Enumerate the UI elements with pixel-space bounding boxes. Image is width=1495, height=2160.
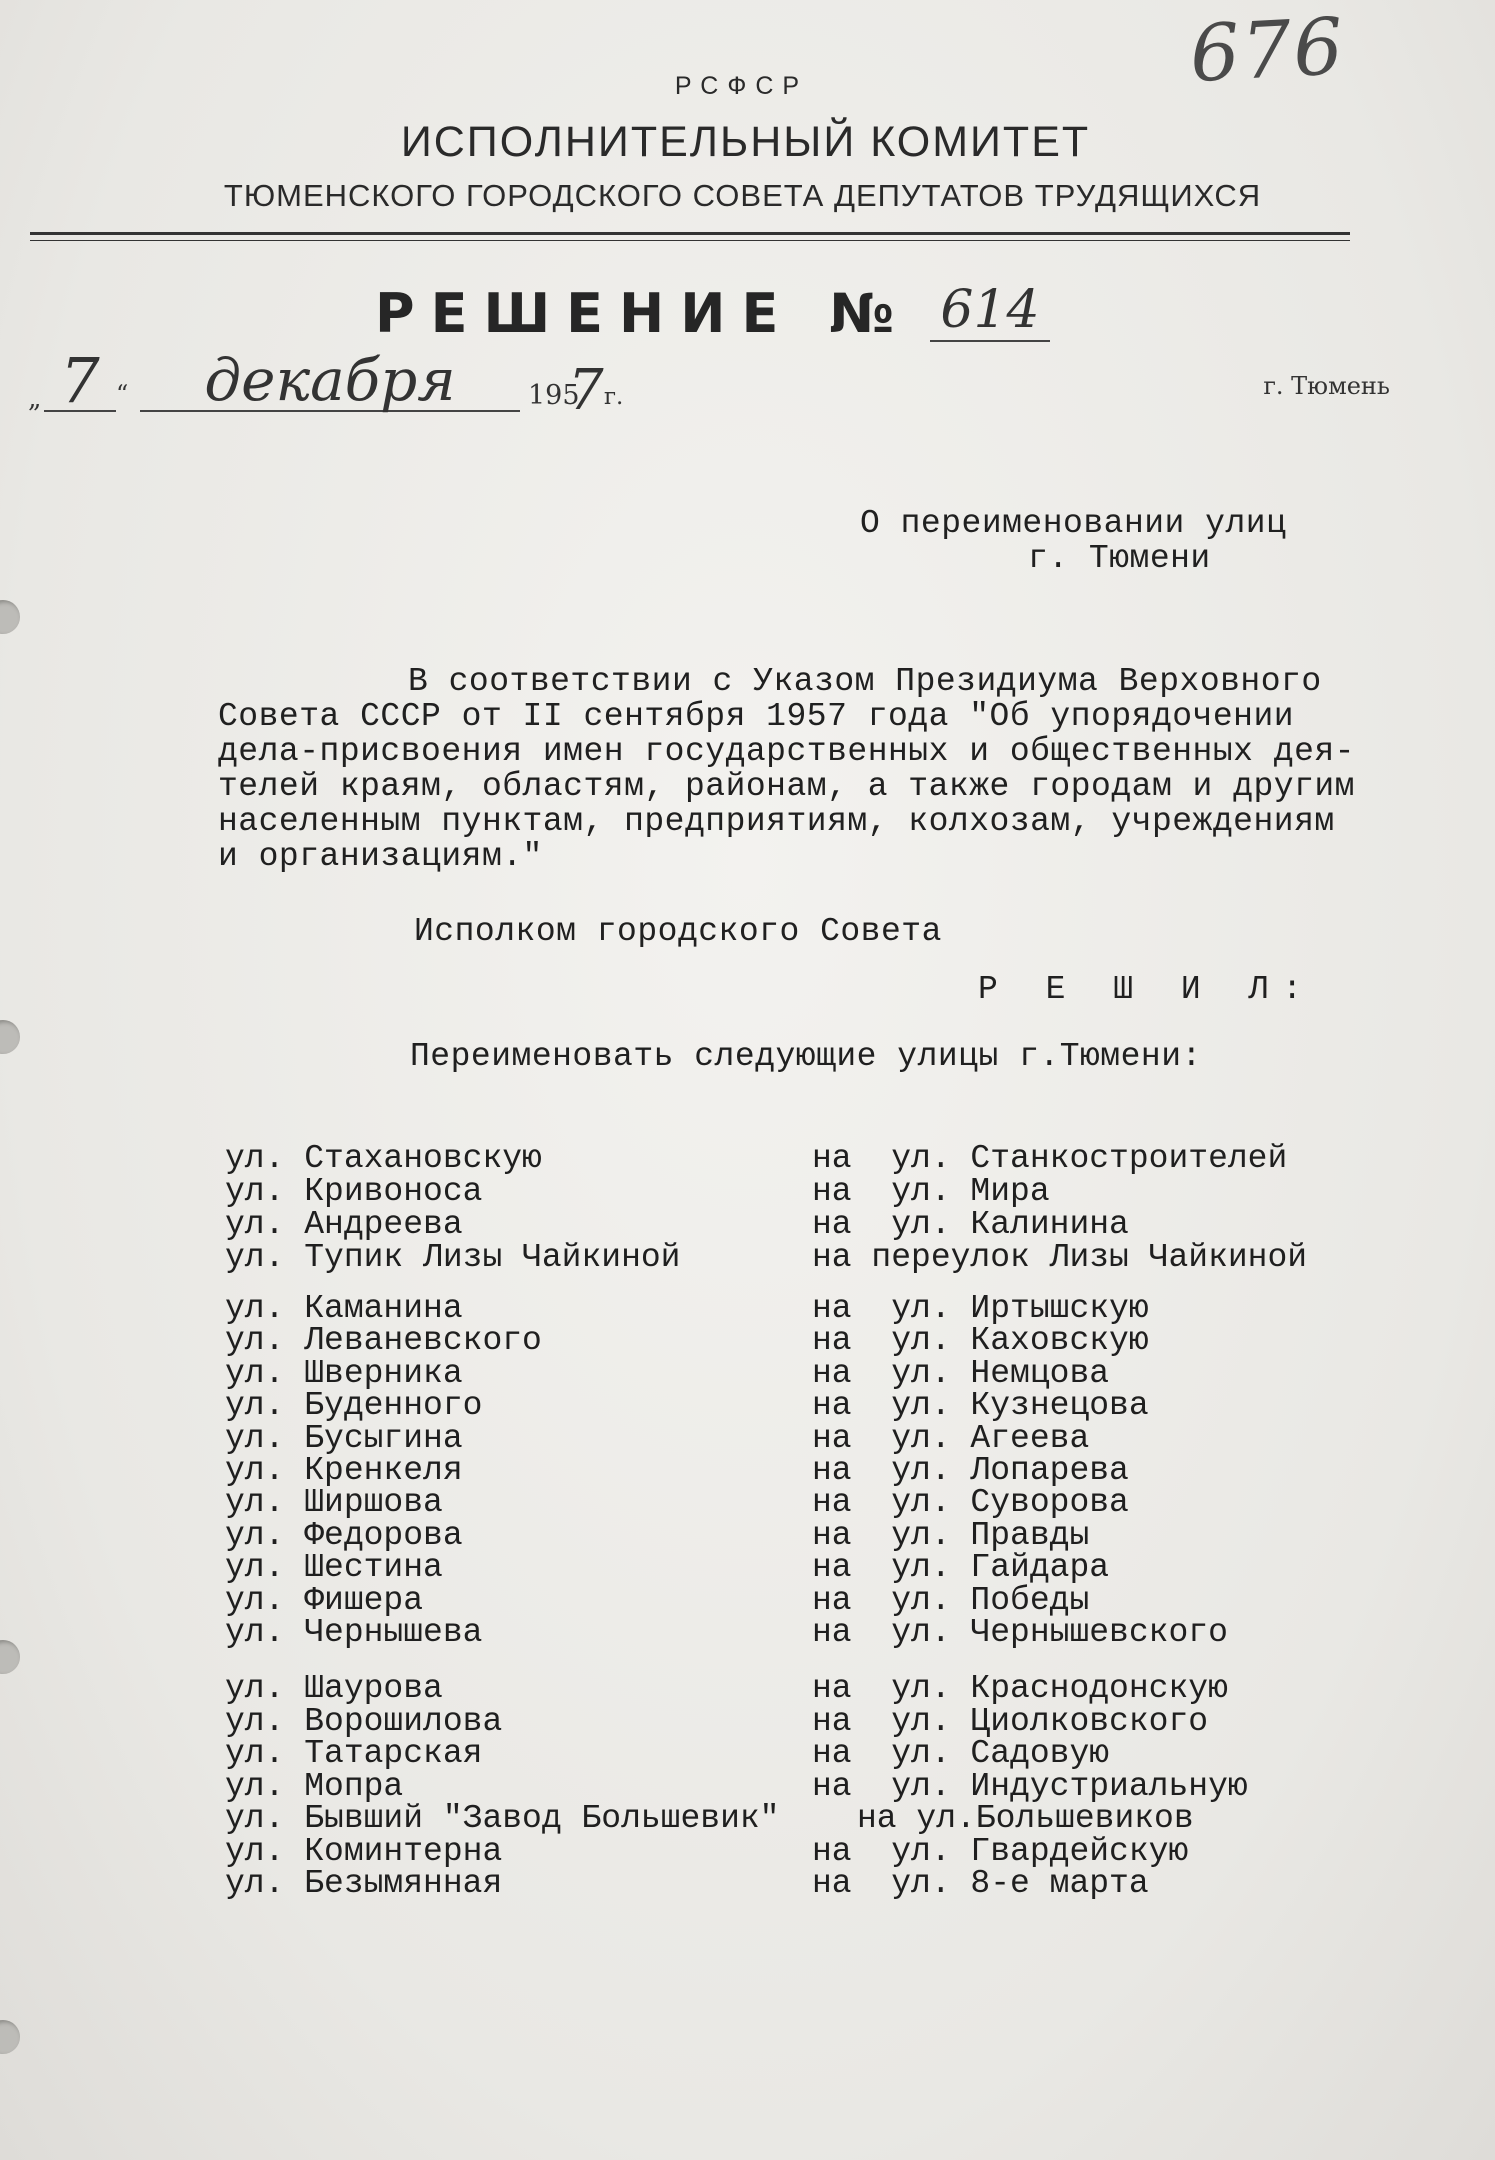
old-street-name: ул. Буденного (225, 1387, 483, 1425)
new-street-name: на ул. Садовую (812, 1735, 1110, 1772)
old-street-name: ул. Тупик Лизы Чайкиной (225, 1239, 681, 1276)
binder-hole (0, 1640, 20, 1674)
old-street-name: ул. Татарская (225, 1735, 483, 1772)
rename-row (225, 1354, 1425, 1392)
new-street-name: на ул. Суворова (812, 1484, 1129, 1522)
new-street-name: на ул. Мира (812, 1173, 1050, 1210)
old-street-name: ул. Кривоноса (225, 1173, 483, 1210)
new-street-name: на ул. Кузнецова (812, 1387, 1149, 1425)
new-street-name: на ул. 8-е марта (812, 1865, 1149, 1902)
old-street-name: ул. Бывший "Завод Большевик" (225, 1800, 780, 1837)
rename-row (225, 1173, 1425, 1210)
city: г. Тюмень (1263, 372, 1390, 400)
rename-row (225, 1614, 1425, 1651)
rename-row (225, 1702, 1425, 1740)
old-street-name: ул. Федорова (225, 1516, 463, 1554)
old-street-name: ул. Безымянная (225, 1865, 503, 1902)
new-street-name: на ул. Победы (812, 1581, 1090, 1619)
binder-hole (0, 600, 20, 634)
old-street-name: ул. Ворошилова (225, 1702, 503, 1740)
decision-title: РЕШЕНИЕ № (375, 282, 911, 345)
rename-row (225, 1452, 1425, 1489)
new-street-name: на ул. Гайдара (812, 1549, 1110, 1587)
new-street-name: на ул. Агеева (812, 1419, 1090, 1457)
header-committee: ИСПОЛНИТЕЛЬНЫЙ КОМИТЕТ (400, 118, 1091, 166)
date-day: 7 (44, 352, 116, 412)
header-republic: РСФСР (674, 72, 809, 100)
old-street-name: ул. Шаурова (225, 1670, 443, 1707)
old-street-name: ул. Коминтерна (225, 1832, 503, 1870)
subject-line: г. Тюмени (1028, 540, 1211, 577)
rename-row (225, 1516, 1425, 1554)
header-council: ТЮМЕНСКОГО ГОРОДСКОГО СОВЕТА ДЕПУТАТОВ ТРУДЯЩИХСЯ (223, 178, 1262, 213)
new-street-name: на ул. Немцова (812, 1354, 1110, 1392)
date-year-prefix: 195 (528, 380, 580, 411)
preamble-line: телей краям, областям, районам, а также городам и другим (218, 768, 1355, 805)
rename-row (225, 1387, 1425, 1425)
old-street-name: ул. Стахановскую (225, 1140, 542, 1177)
preamble-line: населенным пунктам, предприятиям, колхозам, учреждениям (218, 803, 1335, 840)
header-divider-thin (30, 240, 1350, 241)
binder-hole (0, 1020, 20, 1054)
old-street-name: ул. Фишера (225, 1581, 424, 1619)
date-month: декабря (140, 350, 520, 412)
date-year-suffix: 7 (568, 358, 604, 423)
rename-row (225, 1581, 1425, 1619)
preamble-line: и организациям." (218, 838, 543, 875)
old-street-name: ул. Ширшова (225, 1484, 443, 1522)
new-street-name: на ул.Большевиков (857, 1800, 1194, 1837)
rename-row (225, 1767, 1425, 1805)
preamble-line: дела-присвоения имен государственных и общественных дея- (218, 733, 1355, 770)
preamble-line: В соответствии с Указом Президиума Верховного (408, 663, 1322, 700)
rename-row (225, 1484, 1425, 1522)
header-divider (30, 232, 1350, 235)
new-street-name: на ул. Станкостроителей (812, 1140, 1288, 1177)
decision-number: 614 (930, 280, 1050, 342)
rename-row (225, 1832, 1425, 1870)
date-quote-open: „ (28, 384, 42, 414)
resolved-heading: Р Е Ш И Л: (978, 971, 1317, 1008)
new-street-name: на ул. Чернышевского (812, 1614, 1228, 1651)
old-street-name: ул. Леваневского (225, 1322, 542, 1360)
rename-row (225, 1206, 1425, 1243)
old-street-name: ул. Кренкеля (225, 1452, 463, 1489)
new-street-name: на переулок Лизы Чайкиной (812, 1239, 1308, 1276)
new-street-name: на ул. Краснодонскую (812, 1670, 1228, 1707)
new-street-name: на ул. Индустриальную (812, 1767, 1248, 1805)
rename-row (225, 1735, 1425, 1772)
new-street-name: на ул. Гвардейскую (812, 1832, 1189, 1870)
rename-row (225, 1290, 1425, 1327)
old-street-name: ул. Шверника (225, 1354, 463, 1392)
preamble-line: Совета СССР от II сентября 1957 года "Об упорядочении (218, 698, 1295, 735)
old-street-name: ул. Мопра (225, 1767, 404, 1805)
new-street-name: на ул. Циолковского (812, 1702, 1209, 1740)
archive-page-number: 676 (1187, 2, 1348, 100)
date-year-unit: г. (604, 384, 624, 410)
old-street-name: ул. Андреева (225, 1206, 463, 1243)
rename-intro: Переименовать следующие улицы г.Тюмени: (410, 1038, 1202, 1075)
new-street-name: на ул. Калинина (812, 1206, 1129, 1243)
rename-row (225, 1140, 1425, 1177)
rename-row (225, 1239, 1425, 1276)
subject-line: О переименовании улиц (860, 505, 1287, 542)
new-street-name: на ул. Иртышскую (812, 1290, 1149, 1327)
old-street-name: ул. Бусыгина (225, 1419, 463, 1457)
old-street-name: ул. Чернышева (225, 1614, 483, 1651)
rename-row (225, 1549, 1425, 1587)
new-street-name: на ул. Правды (812, 1516, 1090, 1554)
ispolkom-line: Исполком городского Совета (414, 913, 942, 950)
rename-row (225, 1670, 1425, 1707)
rename-row (225, 1322, 1425, 1360)
new-street-name: на ул. Каховскую (812, 1322, 1149, 1360)
old-street-name: ул. Шестина (225, 1549, 443, 1587)
date-quote-close: “ (116, 380, 129, 408)
new-street-name: на ул. Лопарева (812, 1452, 1129, 1489)
rename-row (225, 1865, 1425, 1902)
rename-row (225, 1419, 1425, 1457)
old-street-name: ул. Каманина (225, 1290, 463, 1327)
rename-row (225, 1800, 1425, 1837)
binder-hole (0, 2020, 20, 2054)
